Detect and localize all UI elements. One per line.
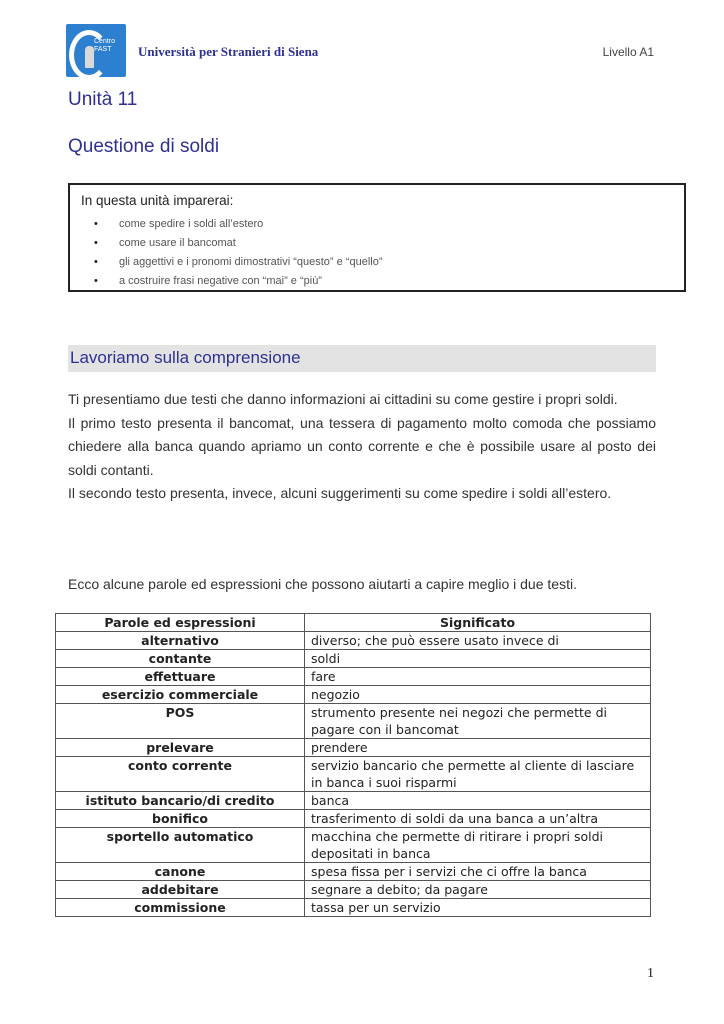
meaning-cell: spesa fissa per i servizi che ci offre la banca <box>305 863 651 881</box>
table-row <box>56 792 651 810</box>
table-row <box>56 828 651 863</box>
table-row <box>56 757 651 792</box>
table-row <box>56 686 651 704</box>
meaning-cell: prendere <box>305 739 651 757</box>
university-name: Università per Stranieri di Siena <box>138 44 319 59</box>
table-row <box>56 668 651 686</box>
objective-item: • a costruire frasi negative con “mai” e “più” <box>81 272 383 291</box>
unit-title: Unità 11 <box>68 89 138 110</box>
university-logo <box>66 24 126 77</box>
meaning-cell: tassa per un servizio <box>305 899 651 917</box>
header-terms: Parole ed espressioni <box>56 614 305 632</box>
section-heading <box>68 345 656 372</box>
meaning-cell: servizio bancario che permette al cliente di lasciare in banca i suoi risparmi <box>305 757 651 792</box>
table-row <box>56 739 651 757</box>
meaning-cell: macchina che permette di ritirare i propri soldi depositati in banca <box>305 828 651 863</box>
paragraph-line: Ti presentiamo due testi che danno informazioni ai cittadini su come gestire i propri soldi. <box>68 391 618 407</box>
term-cell: sportello automatico <box>56 828 305 863</box>
term-cell: addebitare <box>56 881 305 899</box>
intro-paragraph <box>68 388 656 506</box>
table-row <box>56 632 651 650</box>
meaning-cell: negozio <box>305 686 651 704</box>
term-cell: istituto bancario/di credito <box>56 792 305 810</box>
section-title: Lavoriamo sulla comprensione <box>70 348 301 367</box>
meaning-cell: fare <box>305 668 651 686</box>
term-cell: esercizio commerciale <box>56 686 305 704</box>
objective-item: • gli aggettivi e i pronomi dimostrativi “questo” e “quello” <box>81 253 383 272</box>
paragraph-line: Il secondo testo presenta, invece, alcuni suggerimenti su come spedire i soldi all’estero. <box>68 485 612 501</box>
objective-item: • come spedire i soldi all’estero <box>81 215 383 234</box>
table-row <box>56 650 651 668</box>
meaning-cell: soldi <box>305 650 651 668</box>
objectives-intro: In questa unità imparerai: <box>81 193 234 208</box>
objectives-box <box>68 183 686 292</box>
term-cell: conto corrente <box>56 757 305 792</box>
term-cell: prelevare <box>56 739 305 757</box>
table-row <box>56 810 651 828</box>
term-cell: canone <box>56 863 305 881</box>
term-cell: commissione <box>56 899 305 917</box>
table-row <box>56 704 651 739</box>
table-row <box>56 899 651 917</box>
meaning-cell: banca <box>305 792 651 810</box>
paragraph-line: Il primo testo presenta il bancomat, una tessera di pagamento molto comoda che possiamo chiedere alla banca quando apriamo un conto corrente e che è possibile usare al posto dei soldi contanti. <box>68 414 656 478</box>
level-label: Livello A1 <box>602 45 654 59</box>
header-meaning: Significato <box>305 614 651 632</box>
meaning-cell: strumento presente nei negozi che permette di pagare con il bancomat <box>305 704 651 739</box>
term-cell: contante <box>56 650 305 668</box>
term-cell: alternativo <box>56 632 305 650</box>
term-cell: effettuare <box>56 668 305 686</box>
glossary-table <box>55 613 651 917</box>
glossary-intro: Ecco alcune parole ed espressioni che possono aiutarti a capire meglio i due testi. <box>68 576 577 592</box>
objective-item: • come usare il bancomat <box>81 234 383 253</box>
table-row <box>56 863 651 881</box>
meaning-cell: diverso; che può essere usato invece di <box>305 632 651 650</box>
objectives-list <box>81 215 383 291</box>
page-number: 1 <box>647 966 654 981</box>
meaning-cell: segnare a debito; da pagare <box>305 881 651 899</box>
meaning-cell: trasferimento di soldi da una banca a un’altra <box>305 810 651 828</box>
unit-subtitle: Questione di soldi <box>68 136 220 157</box>
term-cell: POS <box>56 704 305 739</box>
logo-text: Centro FAST <box>94 38 116 53</box>
term-cell: bonifico <box>56 810 305 828</box>
table-row <box>56 881 651 899</box>
table-header-row <box>56 614 651 632</box>
